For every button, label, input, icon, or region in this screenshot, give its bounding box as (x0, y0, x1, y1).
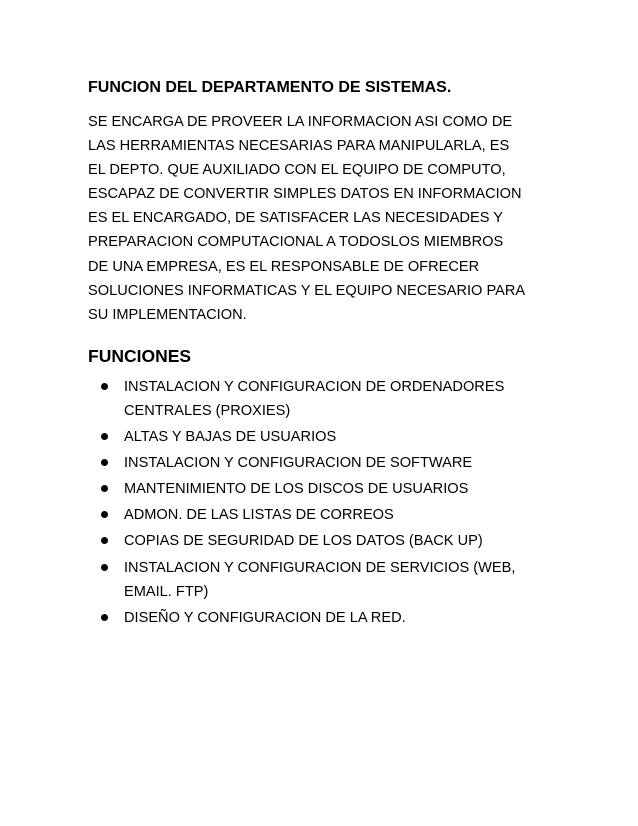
list-item-text: INSTALACION Y CONFIGURACION DE SERVICIOS (WEB, (124, 559, 516, 576)
list-item (88, 556, 568, 604)
list-item (88, 529, 568, 553)
list-item-text: ADMON. DE LAS LISTAS DE CORREOS (124, 507, 394, 524)
paragraph-line: PREPARACION COMPUTACIONAL A TODOSLOS MIEMBROS (88, 234, 504, 251)
bullet-icon (101, 537, 108, 544)
bullet-icon (101, 459, 108, 466)
bullet-icon (101, 564, 108, 571)
list-item-text: CENTRALES (PROXIES) (124, 402, 291, 419)
paragraph-line: ESCAPAZ DE CONVERTIR SIMPLES DATOS EN INFORMACION (88, 186, 522, 203)
description-paragraph (88, 110, 558, 327)
paragraph-line: DE UNA EMPRESA, ES EL RESPONSABLE DE OFRECER (88, 258, 480, 275)
list-item-text: ALTAS Y BAJAS DE USUARIOS (124, 429, 337, 446)
list-item (88, 503, 568, 527)
paragraph-line: ES EL ENCARGADO, DE SATISFACER LAS NECESIDADES Y (88, 210, 503, 227)
bullet-icon (101, 614, 108, 621)
list-item (88, 375, 568, 423)
list-item-text: DISEÑO Y CONFIGURACION DE LA RED. (124, 609, 406, 626)
list-item-text: COPIAS DE SEGURIDAD DE LOS DATOS (BACK UP) (124, 533, 483, 550)
bullet-icon (101, 511, 108, 518)
bullet-icon (101, 433, 108, 440)
paragraph-line: EL DEPTO. QUE AUXILIADO CON EL EQUIPO DE COMPUTO, (88, 162, 506, 179)
list-item (88, 425, 568, 449)
paragraph-line: SE ENCARGA DE PROVEER LA INFORMACION ASI COMO DE (88, 114, 513, 130)
paragraph-line: SU IMPLEMENTACION. (88, 306, 247, 323)
list-item (88, 477, 568, 501)
list-item-text: INSTALACION Y CONFIGURACION DE ORDENADORES (124, 378, 505, 395)
list-item (88, 451, 568, 475)
bullet-icon (101, 383, 108, 390)
document-page (88, 76, 568, 632)
list-item-text: INSTALACION Y CONFIGURACION DE SOFTWARE (124, 455, 473, 472)
bullet-icon (101, 485, 108, 492)
list-item (88, 606, 568, 630)
list-item-text: EMAIL. FTP) (124, 583, 209, 600)
paragraph-line: LAS HERRAMIENTAS NECESARIAS PARA MANIPULARLA, ES (88, 138, 510, 155)
paragraph-line: SOLUCIONES INFORMATICAS Y EL EQUIPO NECESARIO PARA (88, 282, 526, 299)
functions-list (88, 375, 568, 630)
list-item-text: MANTENIMIENTO DE LOS DISCOS DE USUARIOS (124, 481, 469, 498)
functions-title: FUNCIONES (88, 345, 192, 366)
document-heading: FUNCION DEL DEPARTAMENTO DE SISTEMAS. (88, 79, 452, 96)
